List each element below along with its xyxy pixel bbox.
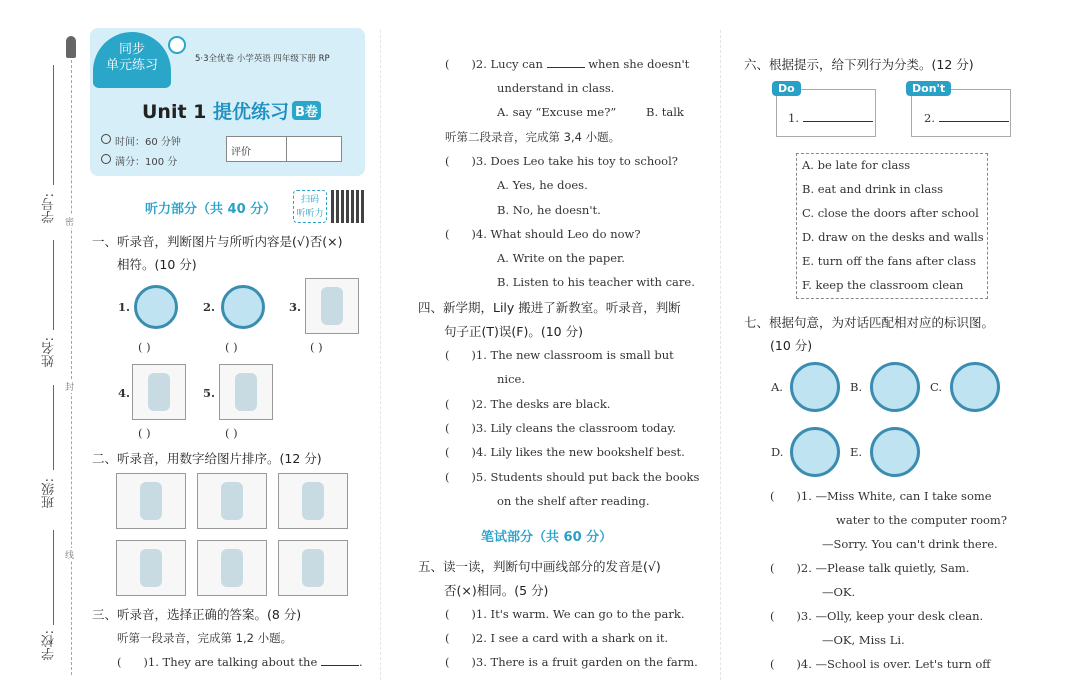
title-highlight: 提优练习 [213,101,290,123]
q7-item-2-line2: —OK. [822,585,856,599]
q2-title: 二、听录音，用数字给图片排序。(12 分) [92,451,322,466]
option-c: C. close the doors after school [802,206,979,220]
cut-line [71,60,72,675]
q7-label-e: E. [850,445,863,459]
q4-item-1-line2: nice. [497,372,525,386]
class-line [53,385,54,470]
column-divider [380,30,381,680]
q1-picture-4 [132,364,186,420]
school-line [53,530,54,625]
q3-title: 三、听录音，选择正确的答案。(8 分) [92,607,302,622]
student-id-label: 学号: [42,193,57,224]
dont-tag: Don't [906,81,951,96]
column-divider [720,30,721,680]
option-b: B. eat and drink in class [802,182,944,196]
q3-item-1: ( )1. They are talking about the . [117,655,363,669]
q3-item-3-option-b: B. No, he doesn't. [497,203,601,217]
q1-answer-4[interactable]: ( ) [138,426,151,440]
q7-title-line2: (10 分) [770,338,813,353]
q3-item-4-option-b: B. Listen to his teacher with care. [497,275,695,289]
q3-sub-2: 听第二段录音，完成第 3,4 小题。 [445,130,621,144]
seal-mark-feng: 封 [65,380,74,393]
q1-num-3: 3. [289,300,302,314]
q7-item-3: ( )3. —Olly, keep your desk clean. [770,609,984,623]
pencil-icon [66,36,76,58]
q7-item-2: ( )2. —Please talk quietly, Sam. [770,561,970,575]
no-drinks-sign-icon [870,427,920,477]
q1-num-1: 1. [118,300,131,314]
q7-item-1: ( )1. —Miss White, can I take some [770,489,992,503]
q3-sub-1: 听第一段录音，完成第 1,2 小题。 [117,631,293,645]
seal-mark-mi: 密 [65,215,74,228]
q7-label-c: C. [930,380,943,394]
q4-title-line2: 句子正(T)误(F)。(10 分) [444,324,583,339]
q1-num-5: 5. [203,386,216,400]
score-info: 满分：100 分 [115,157,178,168]
q5-title: 五、读一读，判断句中画线部分的发音是(√) [418,559,661,574]
q5-item-1: ( )1. It's warm. We can go to the park. [445,607,685,621]
no-phone-sign-icon [790,362,840,412]
reading-sign-icon [870,362,920,412]
q4-item-4: ( )4. Lily likes the new bookshelf best. [445,445,685,459]
sync-badge-text: 同步 单元练习 [105,42,158,73]
q3-item-2-option-a: A. say “Excuse me?” [497,105,617,119]
q5-title-line2: 否(×)相同。(5 分) [444,583,549,598]
qr-label [293,190,327,223]
listening-heading: 听力部分（共 40 分） [145,202,277,217]
option-f: F. keep the classroom clean [802,278,964,292]
q5-item-3: ( )3. There is a fruit garden on the farm. [445,655,698,669]
q3-item-4-option-a: A. Write on the paper. [497,251,625,265]
q3-item-2: ( )2. Lucy can when she doesn't [445,57,690,71]
evaluation-label: 评价 [231,147,251,158]
q4-item-2: ( )2. The desks are black. [445,397,611,411]
name-label: 姓名: [42,337,57,368]
q3-item-2-option-b: B. talk [646,105,684,119]
q1-title-line2: 相符。(10 分) [117,257,197,272]
q1-picture-3 [305,278,359,334]
q1-num-4: 4. [118,386,131,400]
q1-answer-5[interactable]: ( ) [225,426,238,440]
qr-code-icon[interactable] [331,190,364,223]
q2-picture-2 [197,473,267,529]
binding-margin [0,0,86,680]
evaluation-box[interactable] [226,136,342,162]
no-talking-sign-icon [950,362,1000,412]
q7-item-4: ( )4. —School is over. Let's turn off [770,657,991,671]
title-tag: B卷 [292,101,321,120]
q1-answer-2[interactable]: ( ) [225,340,238,354]
writing-heading: 笔试部分（共 60 分） [481,530,613,545]
q3-item-3-option-a: A. Yes, he does. [497,178,588,192]
student-id-line [53,65,54,185]
q2-picture-4 [116,540,186,596]
dont-blank[interactable]: 2. [924,111,1009,125]
q4-item-1: ( )1. The new classroom is small but [445,348,674,362]
no-phone-sign-icon [134,285,178,329]
q2-picture-1 [116,473,186,529]
q1-num-2: 2. [203,300,216,314]
title-prefix: Unit 1 [142,101,213,123]
q7-title: 七、根据句意，为对话匹配相对应的标识图。 [744,315,995,330]
q7-label-d: D. [771,445,784,459]
class-label: 班级: [42,478,57,509]
do-tag: Do [772,81,801,96]
q7-item-3-line2: —OK, Miss Li. [822,633,905,647]
q7-item-1-line3: —Sorry. You can't drink there. [822,537,998,551]
no-drawing-sign-icon [790,427,840,477]
q3-item-4: ( )4. What should Leo do now? [445,227,641,241]
q7-label-a: A. [771,380,783,394]
q3-item-2-line2: understand in class. [497,81,615,95]
option-d: D. draw on the desks and walls [802,230,984,244]
q1-picture-5 [219,364,273,420]
q4-item-5-line2: on the shelf after reading. [497,494,650,508]
evaluation-cell [286,137,287,161]
wash-hands-icon [221,285,265,329]
qr-label-text: 扫码 听听力 [296,195,324,219]
q5-item-2: ( )2. I see a card with a shark on it. [445,631,669,645]
time-info: 时间：60 分钟 [115,137,181,148]
seal-mark-xian: 线 [65,548,74,561]
do-blank[interactable]: 1. [788,111,873,125]
option-e: E. turn off the fans after class [802,254,977,268]
q4-title: 四、新学期，Lily 搬进了新教室。听录音，判断 [418,300,681,315]
q2-picture-6 [278,540,348,596]
q7-item-1-line2: water to the computer room? [836,513,1008,527]
check-icon [101,154,111,164]
school-label: 学校: [42,630,57,661]
q1-title: 一、听录音，判断图片与所听内容是(√)否(×) [92,234,343,249]
q4-item-5: ( )5. Students should put back the books [445,470,700,484]
rocket-icon [168,36,186,54]
series-line: 5·3全优卷 小学英语 四年级下册 RP [195,54,330,64]
q7-label-b: B. [850,380,863,394]
q2-picture-3 [278,473,348,529]
clock-icon [101,134,111,144]
q2-picture-5 [197,540,267,596]
option-a: A. be late for class [802,158,911,172]
page-title [142,97,321,124]
q1-answer-1[interactable]: ( ) [138,340,151,354]
q6-title: 六、根据提示，给下列行为分类。(12 分) [744,57,974,72]
name-line [53,240,54,330]
q3-item-3: ( )3. Does Leo take his toy to school? [445,154,678,168]
q4-item-3: ( )3. Lily cleans the classroom today. [445,421,676,435]
q1-answer-3[interactable]: ( ) [310,340,323,354]
